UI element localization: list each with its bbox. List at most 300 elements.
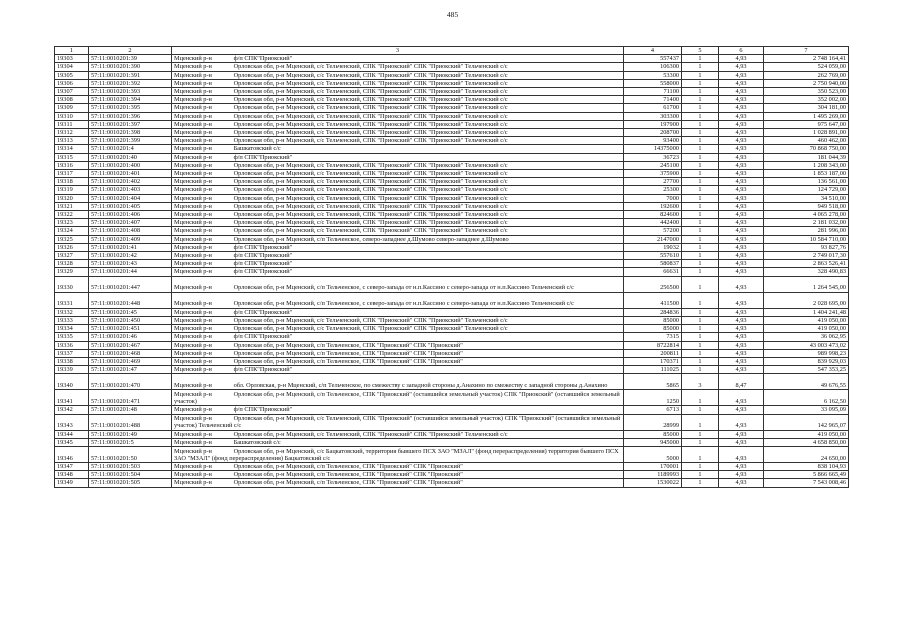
district-name: Мценский р-н xyxy=(174,430,212,438)
cadastral-value: 350 523,00 xyxy=(764,88,849,96)
column-header: 6 xyxy=(719,47,764,55)
row-number: 19328 xyxy=(55,260,89,268)
district-name: Мценский р-н xyxy=(174,325,212,333)
row-number: 19331 xyxy=(55,292,89,308)
cadastral-number: 57:11:0010201:44 xyxy=(89,268,172,276)
rate-value: 4,93 xyxy=(719,438,764,446)
category-value: 1 xyxy=(682,260,719,268)
row-number: 19310 xyxy=(55,112,89,120)
row-number: 19343 xyxy=(55,414,89,430)
category-value: 1 xyxy=(682,202,719,210)
table-row xyxy=(55,170,849,178)
category-value: 1 xyxy=(682,219,719,227)
address-text: Орловская обл, р-н Мценский, с/с Тельченский, СПК "Приокский" СПК "Приокский" Тельченский с/с xyxy=(233,325,508,333)
cadastral-value: 10 584 710,00 xyxy=(764,235,849,243)
cadastral-number: 57:11:0010201:40 xyxy=(89,153,172,161)
rate-value: 4,93 xyxy=(719,357,764,365)
row-number: 19312 xyxy=(55,129,89,137)
district-name: Мценский р-н xyxy=(174,333,212,341)
address-text: Орловская обл, р-н Мценский, с/с Тельченский, СПК "Приокский" СПК "Приокский" Тельченский с/с xyxy=(233,219,508,227)
cadastral-number: 57:11:0010201:398 xyxy=(89,129,172,137)
cadastral-value: 460 462,00 xyxy=(764,137,849,145)
table-row xyxy=(55,178,849,186)
area-value: 85000 xyxy=(624,430,682,438)
rate-value: 4,93 xyxy=(719,145,764,153)
cadastral-number: 57:11:0010201:50 xyxy=(89,446,172,462)
address-text: Башкатовский с/с xyxy=(233,145,281,153)
category-value: 1 xyxy=(682,446,719,462)
rate-value: 4,93 xyxy=(719,446,764,462)
category-value: 1 xyxy=(682,276,719,292)
cadastral-value: 142 965,07 xyxy=(764,414,849,430)
cadastral-value: 1 495 269,00 xyxy=(764,112,849,120)
location-description xyxy=(172,260,624,268)
area-value: 8722814 xyxy=(624,341,682,349)
row-number: 19333 xyxy=(55,316,89,324)
location-description xyxy=(172,112,624,120)
cadastral-value: 949 518,00 xyxy=(764,202,849,210)
district-name: Мценский р-н xyxy=(174,71,212,79)
location-description xyxy=(172,349,624,357)
location-description xyxy=(172,390,624,406)
district-name: Мценский р-н xyxy=(174,186,212,194)
table-row xyxy=(55,357,849,365)
address-text: Орловская обл, р-н Мценский, с/с Тельченский, СПК "Приокский" СПК "Приокский" Тельченский с/с xyxy=(233,120,508,128)
cadastral-number: 57:11:0010201:405 xyxy=(89,202,172,210)
district-name: Мценский р-н xyxy=(174,227,212,235)
cadastral-number: 57:11:0010201:396 xyxy=(89,112,172,120)
cadastral-number: 57:11:0010201:504 xyxy=(89,471,172,479)
category-value: 1 xyxy=(682,145,719,153)
category-value: 1 xyxy=(682,71,719,79)
category-value: 1 xyxy=(682,349,719,357)
row-number: 19334 xyxy=(55,325,89,333)
district-name: Мценский р-н xyxy=(174,471,212,479)
address-text: Орловская обл, р-н Мценский, с/с Тельченский, СПК "Приокский" СПК "Приокский" Тельченский с/с xyxy=(233,161,508,169)
area-value: 1530022 xyxy=(624,479,682,487)
category-value: 1 xyxy=(682,308,719,316)
row-number: 19337 xyxy=(55,349,89,357)
row-number: 19338 xyxy=(55,357,89,365)
rate-value: 4,93 xyxy=(719,219,764,227)
district-name: Мценский р-н xyxy=(174,349,212,357)
cadastral-value: 6 162,50 xyxy=(764,390,849,406)
category-value: 1 xyxy=(682,292,719,308)
address-text: Орловская обл, р-н Мценский, с/с Бацкатовский, территория бывшего ПСХ ЗАО "МЗАЛ" (фонд перераспределения) территория бывшего ПСХ ЗАО "МЗАЛ" (фонд перераспределения) Бацкатовский с/с xyxy=(174,447,619,462)
category-value: 1 xyxy=(682,390,719,406)
cadastral-value: 419 050,00 xyxy=(764,316,849,324)
rate-value: 4,93 xyxy=(719,316,764,324)
table-row xyxy=(55,235,849,243)
district-name: Мценский р-н xyxy=(174,104,212,112)
rate-value: 4,93 xyxy=(719,341,764,349)
district-name: Мценский р-н xyxy=(174,137,212,145)
district-name: Мценский р-н xyxy=(174,63,212,71)
category-value: 1 xyxy=(682,153,719,161)
address-text: ф/п СПК"Приокский" xyxy=(233,268,293,276)
cadastral-value: 1 028 891,00 xyxy=(764,129,849,137)
rate-value: 4,93 xyxy=(719,194,764,202)
cadastral-value: 2 863 526,41 xyxy=(764,260,849,268)
address-text: Орловская обл, р-н Мценский, с/с Тельченский, СПК "Приокский" СПК "Приокский" Тельченский с/с xyxy=(233,202,508,210)
location-description xyxy=(172,366,624,374)
cadastral-number: 57:11:0010201:407 xyxy=(89,219,172,227)
district-name: Мценский р-н xyxy=(174,145,212,153)
district-name: Мценский р-н xyxy=(174,462,212,470)
district-name: Мценский р-н xyxy=(174,96,212,104)
cadastral-value: 547 353,25 xyxy=(764,366,849,374)
area-value: 93400 xyxy=(624,137,682,145)
table-row xyxy=(55,161,849,169)
table-row xyxy=(55,390,849,406)
category-value: 1 xyxy=(682,112,719,120)
district-name: Мценский р-н xyxy=(174,479,212,487)
rate-value: 4,93 xyxy=(719,227,764,235)
cadastral-number: 57:11:0010201:467 xyxy=(89,341,172,349)
row-number: 19305 xyxy=(55,71,89,79)
table-row xyxy=(55,349,849,357)
address-text: Орловская обл, р-н Мценский, с/с Тельченский, СПК "Приокский" СПК "Приокский" Тельченский с/с xyxy=(233,71,508,79)
table-row xyxy=(55,243,849,251)
cadastral-number: 57:11:0010201:402 xyxy=(89,178,172,186)
rate-value: 4,93 xyxy=(719,137,764,145)
location-description xyxy=(172,479,624,487)
area-value: 2147000 xyxy=(624,235,682,243)
address-text: Орловская обл, р-н Мценский, с/с Тельченский, СПК "Приокский" СПК "Приокский" Тельченский с/с xyxy=(233,63,508,71)
address-text: Орловская обл, р-н Мценский, с/п Тельченское, СПК "Приокский" СПК "Приокский" xyxy=(233,462,463,470)
cadastral-number: 57:11:0010201:48 xyxy=(89,406,172,414)
location-description xyxy=(172,194,624,202)
area-value: 558000 xyxy=(624,79,682,87)
location-description xyxy=(172,63,624,71)
cadastral-value: 70 868 750,00 xyxy=(764,145,849,153)
column-header: 5 xyxy=(682,47,719,55)
address-text: ф/п СПК"Приокский" xyxy=(233,308,293,316)
cadastral-number: 57:11:0010201:451 xyxy=(89,325,172,333)
table-row xyxy=(55,104,849,112)
location-description xyxy=(172,211,624,219)
cadastral-value: 838 104,93 xyxy=(764,462,849,470)
address-text: Орловская обл, р-н Мценский, с/с Тельченский, СПК "Приокский" СПК "Приокский" Тельченский с/с xyxy=(233,186,508,194)
table-row xyxy=(55,186,849,194)
row-number: 19349 xyxy=(55,479,89,487)
location-description xyxy=(172,268,624,276)
area-value: 256500 xyxy=(624,276,682,292)
row-number: 19324 xyxy=(55,227,89,235)
cadastral-number: 57:11:0010201:406 xyxy=(89,211,172,219)
location-description xyxy=(172,438,624,446)
cadastral-number: 57:11:0010201:503 xyxy=(89,462,172,470)
rate-value: 4,93 xyxy=(719,366,764,374)
column-header: 4 xyxy=(624,47,682,55)
cadastral-value: 24 650,00 xyxy=(764,446,849,462)
district-name: Мценский р-н xyxy=(174,211,212,219)
area-value: 28999 xyxy=(624,414,682,430)
area-value: 7000 xyxy=(624,194,682,202)
row-number: 19319 xyxy=(55,186,89,194)
location-description xyxy=(172,88,624,96)
category-value: 1 xyxy=(682,96,719,104)
district-name: Мценский р-н xyxy=(174,260,212,268)
district-name: Мценский р-н xyxy=(174,88,212,96)
category-value: 1 xyxy=(682,170,719,178)
cadastral-value: 989 998,23 xyxy=(764,349,849,357)
row-number: 19313 xyxy=(55,137,89,145)
district-name: Мценский р-н xyxy=(174,415,212,423)
location-description xyxy=(172,308,624,316)
category-value: 1 xyxy=(682,252,719,260)
location-description xyxy=(172,202,624,210)
location-description xyxy=(172,186,624,194)
cadastral-number: 57:11:0010201:393 xyxy=(89,88,172,96)
rate-value: 4,93 xyxy=(719,390,764,406)
category-value: 1 xyxy=(682,341,719,349)
district-name: Мценский р-н xyxy=(174,202,212,210)
rate-value: 4,93 xyxy=(719,325,764,333)
cadastral-number: 57:11:0010201:41 xyxy=(89,243,172,251)
cadastral-value: 2 028 695,00 xyxy=(764,292,849,308)
cadastral-number: 57:11:0010201:471 xyxy=(89,390,172,406)
cadastral-value: 352 002,00 xyxy=(764,96,849,104)
cadastral-value: 1 853 187,00 xyxy=(764,170,849,178)
cadastral-value: 262 769,00 xyxy=(764,71,849,79)
district-name: Мценский р-н xyxy=(174,129,212,137)
row-number: 19311 xyxy=(55,120,89,128)
address-text: Орловская обл, р-н Мценский, с/с Тельченский, СПК "Приокский" СПК "Приокский" Тельченский с/с xyxy=(233,88,508,96)
category-value: 1 xyxy=(682,406,719,414)
location-description xyxy=(172,292,624,308)
address-text: ф/п СПК"Приокский" xyxy=(233,252,293,260)
cadastral-number: 57:11:0010201:395 xyxy=(89,104,172,112)
area-value: 411500 xyxy=(624,292,682,308)
category-value: 1 xyxy=(682,333,719,341)
table-row xyxy=(55,406,849,414)
district-name: Мценский р-н xyxy=(174,406,212,414)
area-value: 111025 xyxy=(624,366,682,374)
table-row xyxy=(55,479,849,487)
page-number: 485 xyxy=(446,10,459,19)
area-value: 6713 xyxy=(624,406,682,414)
rate-value: 4,93 xyxy=(719,63,764,71)
table-row xyxy=(55,446,849,462)
table-row xyxy=(55,71,849,79)
address-text: Орловская обл, р-н Мценский, с/п Тельченское, СПК "Приокский" СПК "Приокский" xyxy=(233,479,463,487)
address-text: Орловская обл, р-н Мценский, с/п Тельченское, СПК "Приокский" СПК "Приокский" xyxy=(233,357,463,365)
location-description xyxy=(172,325,624,333)
row-number: 19322 xyxy=(55,211,89,219)
district-name: Мценский р-н xyxy=(174,308,212,316)
cadastral-value: 281 996,00 xyxy=(764,227,849,235)
location-description xyxy=(172,55,624,63)
table-row xyxy=(55,471,849,479)
cadastral-value: 181 044,39 xyxy=(764,153,849,161)
cadastral-value: 304 181,00 xyxy=(764,104,849,112)
category-value: 1 xyxy=(682,325,719,333)
cadastral-number: 57:11:0010201:450 xyxy=(89,316,172,324)
column-header: 2 xyxy=(89,47,172,55)
district-name: Мценский р-н xyxy=(174,382,212,390)
table-row xyxy=(55,252,849,260)
address-text: Орловская обл, р-н Мценский, с/с Тельченский, СПК "Приокский" СПК "Приокский" Тельченский с/с xyxy=(233,96,508,104)
cadastral-number: 57:11:0010201:4 xyxy=(89,145,172,153)
address-text: Орловская обл, р-н Мценский, с/п Тельченское, с северо-запада от н.п.Кассино с северо-запада от н.п.Кассино Тельченский с/с xyxy=(233,284,574,292)
cadastral-number: 57:11:0010201:394 xyxy=(89,96,172,104)
cadastral-number: 57:11:0010201:47 xyxy=(89,366,172,374)
rate-value: 4,93 xyxy=(719,170,764,178)
area-value: 71400 xyxy=(624,96,682,104)
location-description xyxy=(172,414,624,430)
column-header: 1 xyxy=(55,47,89,55)
rate-value: 4,93 xyxy=(719,211,764,219)
cadastral-value: 43 003 473,02 xyxy=(764,341,849,349)
location-description xyxy=(172,341,624,349)
area-value: 106300 xyxy=(624,63,682,71)
table-row xyxy=(55,96,849,104)
address-text: ф/п СПК"Приокский" xyxy=(233,243,293,251)
address-text: Орловская обл, р-н Мценский, с/п Тельченское, СПК "Приокский" СПК "Приокский" xyxy=(233,349,463,357)
area-value: 208700 xyxy=(624,129,682,137)
area-value: 5865 xyxy=(624,374,682,390)
location-description xyxy=(172,446,624,462)
cadastral-number: 57:11:0010201:404 xyxy=(89,194,172,202)
row-number: 19327 xyxy=(55,252,89,260)
table-row xyxy=(55,268,849,276)
area-value: 557610 xyxy=(624,252,682,260)
rate-value: 4,93 xyxy=(719,79,764,87)
category-value: 1 xyxy=(682,430,719,438)
category-value: 1 xyxy=(682,129,719,137)
category-value: 1 xyxy=(682,462,719,470)
row-number: 19320 xyxy=(55,194,89,202)
cadastral-value: 2 181 032,00 xyxy=(764,219,849,227)
address-text: Орловская обл, р-н Мценский, с/с Тельченский, СПК "Приокский" СПК "Приокский" Тельченский с/с xyxy=(233,112,508,120)
location-description xyxy=(172,316,624,324)
row-number: 19321 xyxy=(55,202,89,210)
cadastral-value: 124 729,00 xyxy=(764,186,849,194)
table-row xyxy=(55,333,849,341)
address-text: ф/п СПК"Приокский" xyxy=(233,55,293,63)
cadastral-number: 57:11:0010201:46 xyxy=(89,333,172,341)
category-value: 1 xyxy=(682,235,719,243)
rate-value: 4,93 xyxy=(719,430,764,438)
category-value: 1 xyxy=(682,227,719,235)
district-name: Мценский р-н xyxy=(174,235,212,243)
address-text: Орловская обл, р-н Мценский, с/с Тельченский, СПК "Приокский" СПК "Приокский" Тельченский с/с xyxy=(233,178,508,186)
address-text: Орловская обл, р-н Мценский, с/с Тельченский, СПК "Приокский" СПК "Приокский" Тельченский с/с xyxy=(233,79,508,87)
location-description xyxy=(172,145,624,153)
area-value: 580837 xyxy=(624,260,682,268)
table-row xyxy=(55,366,849,374)
district-name: Мценский р-н xyxy=(174,341,212,349)
rate-value: 4,93 xyxy=(719,235,764,243)
category-value: 1 xyxy=(682,211,719,219)
cadastral-value: 36 062,95 xyxy=(764,333,849,341)
location-description xyxy=(172,170,624,178)
cadastral-number: 57:11:0010201:39 xyxy=(89,55,172,63)
cadastral-number: 57:11:0010201:403 xyxy=(89,186,172,194)
cadastral-value: 49 676,55 xyxy=(764,374,849,390)
location-description xyxy=(172,243,624,251)
table-row xyxy=(55,462,849,470)
location-description xyxy=(172,374,624,390)
location-description xyxy=(172,252,624,260)
row-number: 19342 xyxy=(55,406,89,414)
location-description xyxy=(172,219,624,227)
table-row xyxy=(55,308,849,316)
area-value: 200811 xyxy=(624,349,682,357)
location-description xyxy=(172,333,624,341)
area-value: 170001 xyxy=(624,462,682,470)
area-value: 27700 xyxy=(624,178,682,186)
rate-value: 4,93 xyxy=(719,161,764,169)
rate-value: 8,47 xyxy=(719,374,764,390)
rate-value: 4,93 xyxy=(719,308,764,316)
rate-value: 4,93 xyxy=(719,406,764,414)
table-row xyxy=(55,292,849,308)
cadastral-value: 136 561,00 xyxy=(764,178,849,186)
category-value: 1 xyxy=(682,178,719,186)
category-value: 1 xyxy=(682,471,719,479)
district-name: Мценский р-н xyxy=(174,219,212,227)
table-row xyxy=(55,219,849,227)
cadastral-table xyxy=(54,46,849,488)
location-description xyxy=(172,406,624,414)
area-value: 71100 xyxy=(624,88,682,96)
row-number: 19346 xyxy=(55,446,89,462)
location-description xyxy=(172,276,624,292)
area-value: 197900 xyxy=(624,120,682,128)
category-value: 1 xyxy=(682,357,719,365)
row-number: 19335 xyxy=(55,333,89,341)
rate-value: 4,93 xyxy=(719,268,764,276)
rate-value: 4,93 xyxy=(719,202,764,210)
cadastral-number: 57:11:0010201:408 xyxy=(89,227,172,235)
district-name: Мценский р-н xyxy=(174,170,212,178)
row-number: 19340 xyxy=(55,374,89,390)
rate-value: 4,93 xyxy=(719,349,764,357)
table-row xyxy=(55,374,849,390)
address-text: Орловская обл, р-н Мценский, с/с Тельченский, СПК "Приокский" СПК "Приокский" Тельченский с/с xyxy=(233,430,508,438)
area-value: 5000 xyxy=(624,446,682,462)
cadastral-value: 1 404 241,48 xyxy=(764,308,849,316)
cadastral-number: 57:11:0010201:401 xyxy=(89,170,172,178)
area-value: 284836 xyxy=(624,308,682,316)
area-value: 61700 xyxy=(624,104,682,112)
cadastral-number: 57:11:0010201:42 xyxy=(89,252,172,260)
location-description xyxy=(172,462,624,470)
rate-value: 4,93 xyxy=(719,471,764,479)
location-description xyxy=(172,161,624,169)
area-value: 85000 xyxy=(624,316,682,324)
cadastral-number: 57:11:0010201:505 xyxy=(89,479,172,487)
cadastral-number: 57:11:0010201:390 xyxy=(89,63,172,71)
location-description xyxy=(172,153,624,161)
rate-value: 4,93 xyxy=(719,462,764,470)
rate-value: 4,93 xyxy=(719,153,764,161)
area-value: 245100 xyxy=(624,161,682,169)
category-value: 1 xyxy=(682,186,719,194)
rate-value: 4,93 xyxy=(719,104,764,112)
area-value: 7315 xyxy=(624,333,682,341)
row-number: 19323 xyxy=(55,219,89,227)
cadastral-value: 419 050,00 xyxy=(764,430,849,438)
rate-value: 4,93 xyxy=(719,292,764,308)
district-name: Мценский р-н xyxy=(174,390,212,398)
table-row xyxy=(55,129,849,137)
cadastral-number: 57:11:0010201:45 xyxy=(89,308,172,316)
rate-value: 4,93 xyxy=(719,88,764,96)
cadastral-number: 57:11:0010201:488 xyxy=(89,414,172,430)
